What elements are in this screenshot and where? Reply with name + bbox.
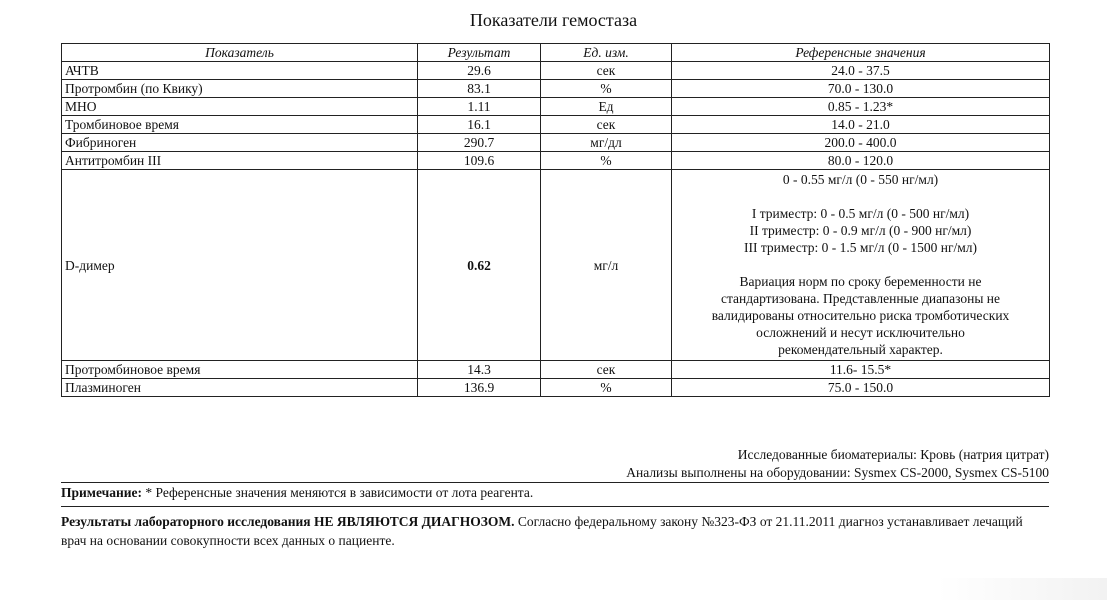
row-result: 1.11 xyxy=(418,98,541,116)
row-name: АЧТВ xyxy=(62,62,418,80)
equipment-text: Анализы выполнены на оборудовании: Sysmex CS-2000, Sysmex CS-5100 xyxy=(626,465,1049,480)
ddimer-ref-main: 0 - 0.55 мг/л (0 - 550 нг/мл) xyxy=(782,172,939,187)
row-result: 83.1 xyxy=(418,80,541,98)
ddimer-trimester-3: III триместр: 0 - 1.5 мг/л (0 - 1500 нг/мл) xyxy=(743,240,978,255)
row-reference: 75.0 - 150.0 xyxy=(672,379,1050,397)
table-row xyxy=(62,379,1050,397)
note-text: * Референсные значения меняются в зависимости от лота реагента. xyxy=(145,485,534,500)
row-reference: 80.0 - 120.0 xyxy=(672,152,1050,170)
row-unit: % xyxy=(541,379,672,397)
row-name: D-димер xyxy=(62,170,418,361)
row-result: 109.6 xyxy=(418,152,541,170)
ddimer-note-line: стандартизована. Представленные диапазоны не xyxy=(720,291,1001,306)
row-reference: 0.85 - 1.23* xyxy=(672,98,1050,116)
table-row-ddimer xyxy=(62,170,1050,361)
ddimer-trimester-2: II триместр: 0 - 0.9 мг/л (0 - 900 нг/мл) xyxy=(749,223,972,238)
table-row xyxy=(62,152,1050,170)
row-unit: мг/л xyxy=(541,170,672,361)
disclaimer-text: Согласно федеральному закону №323-ФЗ от 21.11.2011 диагноз устанавливает лечащий врач на основании совокупности всех данных о пациенте. xyxy=(61,514,1023,548)
row-unit: Ед xyxy=(541,98,672,116)
ddimer-note-line: Вариация норм по сроку беременности не xyxy=(739,274,982,289)
row-reference: 14.0 - 21.0 xyxy=(672,116,1050,134)
page-title: Показатели гемостаза xyxy=(469,10,638,30)
spacer xyxy=(675,188,1046,205)
divider xyxy=(61,506,1049,507)
row-reference: 11.6- 15.5* xyxy=(672,361,1050,379)
ddimer-reference xyxy=(672,170,1050,361)
table-header-row xyxy=(62,44,1050,62)
table-row xyxy=(62,62,1050,80)
row-unit: % xyxy=(541,80,672,98)
row-result: 16.1 xyxy=(418,116,541,134)
ddimer-note-line: рекомендательный характер. xyxy=(778,342,943,357)
table-row xyxy=(62,116,1050,134)
row-unit: % xyxy=(541,152,672,170)
row-unit: сек xyxy=(541,361,672,379)
header-unit: Ед. изм. xyxy=(541,44,672,62)
table-row xyxy=(62,134,1050,152)
row-reference: 24.0 - 37.5 xyxy=(672,62,1050,80)
row-name: Протромбин (по Квику) xyxy=(62,80,418,98)
disclaimer xyxy=(61,512,1051,550)
analysis-info xyxy=(626,446,1049,482)
header-reference: Референсные значения xyxy=(672,44,1050,62)
disclaimer-bold: Результаты лабораторного исследования НЕ ЯВЛЯЮТСЯ ДИАГНОЗОМ. xyxy=(61,514,515,529)
ddimer-note-line: валидированы относительно риска тромботических xyxy=(711,308,1010,323)
note-label: Примечание: xyxy=(61,485,143,500)
row-result: 290.7 xyxy=(418,134,541,152)
spacer xyxy=(675,256,1046,273)
row-unit: сек xyxy=(541,62,672,80)
row-name: Протромбиновое время xyxy=(62,361,418,379)
row-name: Плазминоген xyxy=(62,379,418,397)
table-row xyxy=(62,98,1050,116)
row-reference: 200.0 - 400.0 xyxy=(672,134,1050,152)
header-result: Результат xyxy=(418,44,541,62)
row-unit: мг/дл xyxy=(541,134,672,152)
row-result: 136.9 xyxy=(418,379,541,397)
ddimer-note-line: осложнений и несут исключительно xyxy=(756,325,965,340)
row-result: 0.62 xyxy=(418,170,541,361)
row-result: 29.6 xyxy=(418,62,541,80)
biomaterial-text: Исследованные биоматериалы: Кровь (натрия цитрат) xyxy=(737,447,1049,462)
header-indicator: Показатель xyxy=(62,44,418,62)
row-result: 14.3 xyxy=(418,361,541,379)
table-row xyxy=(62,80,1050,98)
row-name: Антитромбин III xyxy=(62,152,418,170)
divider xyxy=(61,482,1049,483)
corner-shade xyxy=(937,578,1107,600)
row-reference: 70.0 - 130.0 xyxy=(672,80,1050,98)
row-name: Тромбиновое время xyxy=(62,116,418,134)
ddimer-trimester-1: I триместр: 0 - 0.5 мг/л (0 - 500 нг/мл) xyxy=(751,206,970,221)
row-name: Фибриноген xyxy=(62,134,418,152)
row-unit: сек xyxy=(541,116,672,134)
table-row xyxy=(62,361,1050,379)
hemostasis-table xyxy=(61,43,1050,397)
row-name: МНО xyxy=(62,98,418,116)
note xyxy=(61,485,533,501)
